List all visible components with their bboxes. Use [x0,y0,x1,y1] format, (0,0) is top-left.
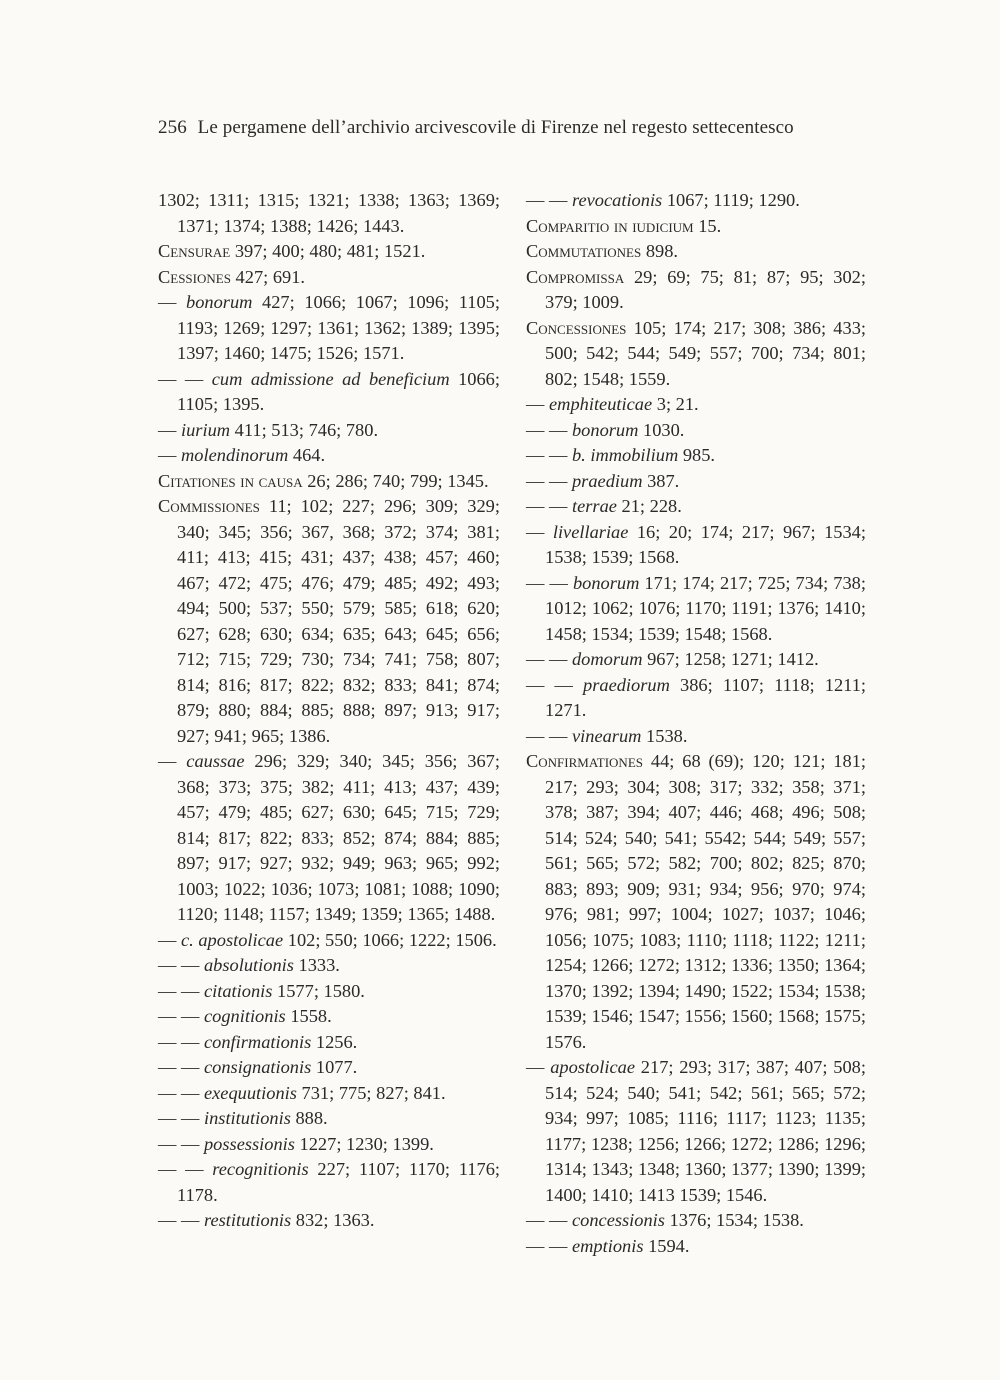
entry-dash: — [158,929,181,950]
page-header-title: Le pergamene dell’archivio arcivescovile di Firenze nel regesto settecentesco [197,117,794,138]
entry-references: 397; 400; 480; 481; 1521. [230,241,426,261]
index-entry [158,443,500,469]
entry-references: 427; 1066; 1067; 1096; 1105; 1193; 1269; 1297; 1361; 1362; 1389; 1395; 1397; 1460; 1475; 1526; 1571. [177,292,500,363]
entry-references: 217; 293; 317; 387; 407; 508; 514; 524; 540; 541; 542; 561; 565; 572; 934; 997; 1085; 1116; 1117; 1123; 1135; 1177; 1238; 1256; 1266; 1272; 1286; 1296; 1314; 1343; 1348; 1360; 1377; 1390; 1399; 1400; 1410; 1413 1539; 1546. [545,1057,866,1205]
index-entry [158,1157,500,1208]
entry-references: 386; 1107; 1118; 1211; 1271. [545,674,866,720]
entry-references: 1077. [311,1057,358,1077]
entry-dash: — — [526,190,572,210]
entry-dash: — — [526,419,572,440]
entry-references: 985. [678,445,716,465]
index-entry [158,1208,500,1234]
entry-dash: — [526,394,549,414]
entry-references: 427; 691. [230,266,306,287]
entry-references: 1066; 1105; 1395. [177,368,500,414]
index-entry [526,443,866,469]
entry-term: praediorum [583,674,670,695]
entry-references: 464. [288,445,326,465]
index-entry [526,469,866,495]
entry-term: emptionis [571,1235,644,1256]
entry-term: Censurae [158,241,231,261]
index-entry [526,392,866,418]
entry-references: 15. [693,215,722,236]
entry-references: 26; 286; 740; 799; 1345. [302,470,489,491]
page-number: 256 [158,117,187,138]
entry-term: livellariae [552,521,629,542]
index-entry [158,494,500,749]
entry-references: 1558. [285,1006,332,1026]
entry-term: emphiteuticae [549,394,653,414]
entry-references: 898. [641,241,679,261]
entry-term: cum admissione ad beneficium [211,368,450,389]
index-entry [158,290,500,367]
entry-references: 1302; 1311; 1315; 1321; 1338; 1363; 1369; 1371; 1374; 1388; 1426; 1443. [158,190,500,236]
entry-references: 967; 1258; 1271; 1412. [642,649,819,669]
index-entry [526,494,866,520]
index-entry [158,1106,500,1132]
entry-dash: — [526,521,553,542]
entry-term: citationis [203,980,273,1001]
entry-term: vinearum [571,725,642,746]
index-entry [526,239,866,265]
entry-term: molendinorum [181,445,289,465]
entry-references: 1333. [293,955,340,975]
index-entry [526,724,866,750]
index-entry [526,418,866,444]
entry-dash: — — [526,674,584,695]
index-entry [526,1055,866,1208]
entry-dash: — [526,1057,551,1077]
entry-references: 105; 174; 217; 308; 386; 433; 500; 542; 544; 549; 557; 700; 734; 801; 802; 1548; 1559. [545,317,866,389]
entry-term: concessionis [571,1210,665,1230]
entry-references: 832; 1363. [291,1210,375,1230]
entry-term: praedium [571,470,643,491]
entry-references: 44; 68 (69); 120; 121; 181; 217; 293; 304; 308; 317; 332; 358; 371; 378; 387; 394; 407; 446; 468; 496; 508; 514; 524; 540; 541; 5542; 544; 549; 557; 561; 565; 572; 582; 700; 802; 825; 870; 883; 893; 909; 931; 934; 956; 970; 974; 976; 981; 997; 1004; 1027; 1037; 1046; 1056; 1075; 1083; 1110; 1118; 1122; 1211; 1254; 1266; 1272; 1312; 1336; 1350; 1364; 1370; 1392; 1394; 1490; 1522; 1534; 1538; 1539; 1546; 1547; 1556; 1560; 1568; 1575; 1576. [545,751,866,1052]
entry-term: domorum [571,649,643,669]
index-entry [158,749,500,928]
entry-references: 1577; 1580. [272,980,365,1001]
entry-term: Concessiones [526,317,627,338]
entry-dash: — — [526,725,572,746]
index-entry [158,239,500,265]
index-entry [158,1004,500,1030]
entry-dash: — — [158,1031,204,1052]
entry-term: Comparitio in iudicium [526,215,694,236]
entry-dash: — — [158,955,204,975]
entry-references: 1538. [641,725,688,746]
entry-references: 411; 513; 746; 780. [230,419,379,440]
entry-dash: — — [158,1210,204,1230]
index-entry [526,1208,866,1234]
entry-term: b. immobilium [571,445,679,465]
entry-term: bonorum [572,572,640,593]
index-entry [526,316,866,393]
entry-references: 3; 21. [652,394,699,414]
index-entry [158,265,500,291]
index-entry [158,953,500,979]
entry-term: bonorum [571,419,639,440]
entry-references: 1376; 1534; 1538. [664,1210,804,1230]
index-entry [158,469,500,495]
index-entry [526,749,866,1055]
entry-term: caussae [186,751,245,771]
entry-term: exequutionis [203,1082,297,1103]
entry-term: bonorum [186,292,253,312]
index-entry [158,1055,500,1081]
index-entry [158,418,500,444]
entry-dash: — [158,445,181,465]
index-entry [158,928,500,954]
entry-term: Commissiones [158,496,260,516]
entry-term: Cessiones [158,266,231,287]
index-entry [526,188,866,214]
index-entry [158,979,500,1005]
index-entry [158,1132,500,1158]
entry-dash: — — [526,470,572,491]
index-entry [526,265,866,316]
index-entry [158,367,500,418]
index-entry [158,1081,500,1107]
entry-term: terrae [571,496,617,516]
entry-references: 11; 102; 227; 296; 309; 329; 340; 345; 356; 367, 368; 372; 374; 381; 411; 413; 415; 431; 437; 438; 457; 460; 467; 472; 475; 476; 479; 485; 492; 493; 494; 500; 537; 550; 579; 585; 618; 620; 627; 628; 630; 634; 635; 643; 645; 656; 712; 715; 729; 730; 734; 741; 758; 807; 814; 816; 817; 822; 832; 833; 841; 874; 879; 880; 884; 885; 888; 897; 913; 917; 927; 941; 965; 1386. [177,496,500,746]
entry-dash: — — [526,445,572,465]
entry-term: Confirmationes [526,751,643,771]
entry-dash: — — [158,1006,204,1026]
entry-dash: — — [526,496,572,516]
entry-dash: — [158,419,181,440]
entry-references: 387. [642,470,680,491]
entry-term: cognitionis [203,1006,286,1026]
entry-term: institutionis [203,1108,291,1128]
entry-dash: — [158,751,187,771]
entry-dash: — — [526,1210,572,1230]
index-column-left [158,188,500,1234]
entry-references: 296; 329; 340; 345; 356; 367; 368; 373; 375; 382; 411; 413; 437; 439; 457; 479; 485; 627; 630; 645; 715; 729; 814; 817; 822; 833; 852; 874; 884; 885; 897; 917; 927; 932; 949; 963; 965; 992; 1003; 1022; 1036; 1073; 1081; 1088; 1090; 1120; 1148; 1157; 1349; 1359; 1365; 1488. [177,751,500,924]
entry-references: 888. [290,1108,328,1128]
entry-references: 21; 228. [616,496,682,516]
entry-references: 1594. [643,1235,690,1256]
entry-references: 171; 174; 217; 725; 734; 738; 1012; 1062; 1076; 1170; 1191; 1376; 1410; 1458; 1534; 1539; 1548; 1568. [545,572,866,644]
entry-references: 1256. [311,1031,358,1052]
index-entry [526,214,866,240]
index-entry [526,647,866,673]
running-head [158,117,794,139]
index-entry [526,673,866,724]
entry-term: consignationis [203,1057,312,1077]
entry-term: possessionis [203,1133,295,1154]
entry-dash: — — [158,1108,204,1128]
entry-term: iurium [181,419,231,440]
index-entry [526,571,866,648]
entry-term: confirmationis [203,1031,312,1052]
index-entry [158,188,500,239]
index-entry [526,1234,866,1260]
entry-dash: — — [526,572,573,593]
index-entry [158,1030,500,1056]
entry-references: 29; 69; 75; 81; 87; 95; 302; 379; 1009. [545,266,866,312]
entry-term: apostolicae [550,1057,635,1077]
entry-references: 1227; 1230; 1399. [294,1133,434,1154]
entry-references: 731; 775; 827; 841. [296,1082,446,1103]
entry-term: Compromissa [526,266,625,287]
entry-term: c. apostolicae [181,929,284,950]
entry-dash: — — [526,649,572,669]
entry-term: restitutionis [203,1210,292,1230]
entry-dash: — — [158,980,204,1001]
entry-references: 102; 550; 1066; 1222; 1506. [283,929,497,950]
entry-term: revocationis [571,190,663,210]
entry-references: 1067; 1119; 1290. [662,190,800,210]
entry-references: 1030. [638,419,685,440]
entry-dash: — — [158,1057,204,1077]
entry-dash: — — [526,1235,572,1256]
entry-references: 16; 20; 174; 217; 967; 1534; 1538; 1539; 1568. [545,521,866,567]
entry-dash: — — [158,1159,213,1179]
entry-references: 227; 1107; 1170; 1176; 1178. [177,1159,500,1205]
entry-dash: — — [158,368,212,389]
index-column-right [526,188,866,1259]
entry-term: Commutationes [526,241,642,261]
entry-term: absolutionis [203,955,294,975]
entry-dash: — — [158,1133,204,1154]
entry-term: recognitionis [212,1159,309,1179]
entry-term: Citationes in causa [158,470,303,491]
entry-dash: — — [158,1082,204,1103]
entry-dash: — [158,292,186,312]
index-entry [526,520,866,571]
